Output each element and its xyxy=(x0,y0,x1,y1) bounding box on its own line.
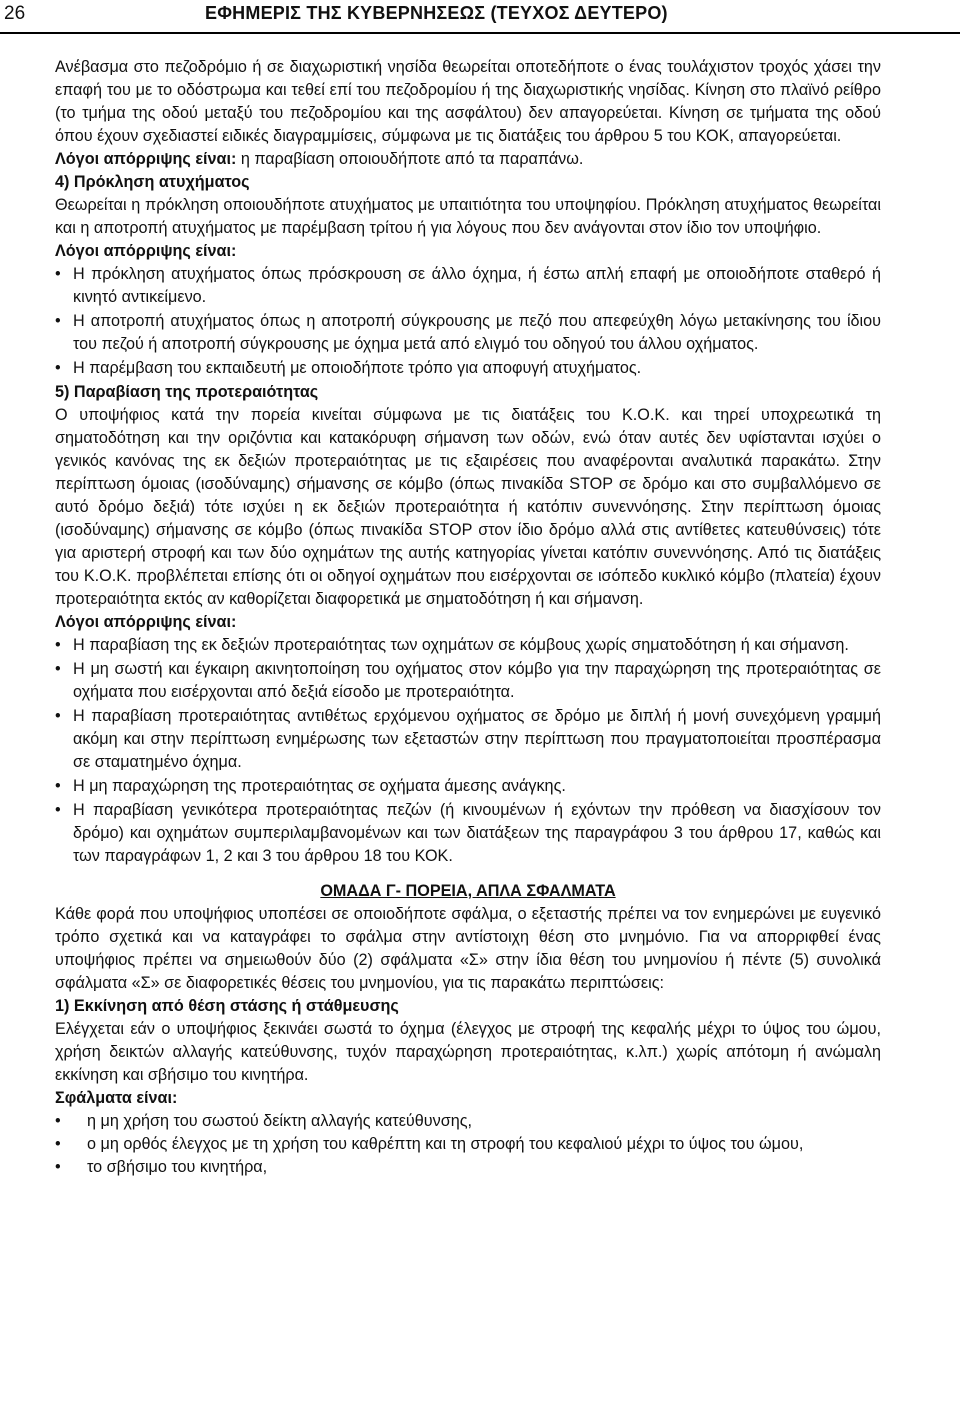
list-item xyxy=(55,1110,881,1133)
list-item xyxy=(55,775,881,798)
paragraph-start: Ελέγχεται εάν ο υποψήφιος ξεκινάει σωστά το όχημα (έλεγχος με στροφή της κεφαλής μέχρι το ύψος του ώμου, χρήση δεικτών αλλαγής κατεύθυνσης, τυχόν παραχώρηση προτεραιότητας, κ.λπ.) χωρίς απότομη ή ανώμαλη εκκίνηση και σβήσιμο του κινητήρα. xyxy=(55,1020,881,1084)
priority-reasons-list xyxy=(55,634,881,868)
start-errors-list xyxy=(55,1110,881,1179)
list-item-text: Η παραβίαση γενικότερα προτεραιότητας πεζών (ή κινουμένων ή εχόντων την πρόθεση να διασχίσουν τον δρόμο) και οχημάτων συμπεριλαμβανομένων και των διατάξεων της παραγράφου 3 του άρθρου 17, καθώς και των παραγράφων 1, 2 και 3 του άρθρου 18 του ΚΟΚ. xyxy=(73,801,881,865)
paragraph-priority: Ο υποψήφιος κατά την πορεία κινείται σύμφωνα με τις διατάξεις του Κ.Ο.Κ. και τηρεί υποχρεωτικά τη σηματοδότηση και την οριζόντια και κατακόρυφη σήμανση των οδών, ενώ όταν αυτές δεν υφίστανται ισχύει ο γενικός κανόνας της εκ δεξιών προτεραιότητας με τις εξαιρέσεις που αναφέρονται αναλυτικά παρακάτω. Στην περίπτωση όμοιας (ισοδύναμης) σήμανσης σε κόμβο (όπως πινακίδα STOP σε δρόμο και στο συμβαλλόμενο σε αυτό δρόμο δεξιά) τότε ισχύει η εκ δεξιών προτεραιότητα ή κατόπιν συνεννόησης. Στην περίπτωση όμοιας (ισοδύναμης) σήμανσης σε κόμβο (όπως πινακίδα STOP στον ίδιο δρόμο αλλά στις αντίθετες κατευθύνσεις) τότε για αριστερή στροφή και των δύο οχημάτων της αυτής κατηγορίας γίνεται κατόπιν συνεννόησης. Από τις διατάξεις του Κ.Ο.Κ. προβλέπεται επίσης ότι οι οδηγοί οχημάτων που εισέρχονται σε ισόπεδο κυκλικό κόμβο (πλατεία) έχουν προτεραιότητα εκτός αν καθορίζεται διαφορετικά με σηματοδότηση ή και σήμανση. xyxy=(55,406,881,608)
list-item xyxy=(55,634,881,657)
bullet-icon: • xyxy=(55,1135,61,1153)
list-item-text: Η αποτροπή ατυχήματος όπως η αποτροπή σύγκρουσης με πεζό που απεφεύχθη λόγω μετακίνησης του ίδιου του πεζού ή αποτροπή σύγκρουσης με όχημα μετά από ελιγμό του οδηγού του άλλου οχήματος. xyxy=(73,312,881,353)
list-item xyxy=(55,799,881,868)
paragraph-accident: Θεωρείται η πρόκληση οποιουδήποτε ατυχήματος με υπαιτιότητα του υποψηφίου. Πρόκληση ατυχήματος θεωρείται και η αποτροπή ατυχήματος με παρέμβαση τρίτου ή για λόγους που δεν ανάγονται στον ίδιο τον υποψήφιο. xyxy=(55,196,881,237)
list-item xyxy=(55,705,881,774)
bullet-icon: • xyxy=(55,801,61,819)
list-item-text: Η παραβίαση της εκ δεξιών προτεραιότητας των οχημάτων σε κόμβους χωρίς σηματοδότηση ή και σήμανση. xyxy=(73,636,849,654)
list-item-text: Η μη σωστή και έγκαιρη ακινητοποίηση του οχήματος στον κόμβο για την παραχώρηση της προτεραιότητας σε οχήματα που εισέρχονται από δεξιά είσοδο με προτεραιότητα. xyxy=(73,660,881,701)
list-item xyxy=(55,1156,881,1179)
bullet-icon: • xyxy=(55,636,61,654)
bullet-icon: • xyxy=(55,1112,61,1130)
bullet-icon: • xyxy=(55,359,61,377)
group-c-title: ΟΜΑΔΑ Γ- ΠΟΡΕΙΑ, ΑΠΛΑ ΣΦΑΛΜΑΤΑ xyxy=(320,882,616,900)
page-number: 26 xyxy=(4,3,26,24)
list-item xyxy=(55,1133,881,1156)
paragraph-group-c-intro: Κάθε φορά που υποψήφιος υποπέσει σε οποιοδήποτε σφάλμα, ο εξεταστής πρέπει να τον ενημερώνει με ευγενικό τρόπο σχετικά και να καταγράφει το σφάλμα στην αντίστοιχη θέση στο μνημόνιο. Για να απορριφθεί ένας υποψήφιος πρέπει να σημειωθούν δύο (2) σφάλματα «Σ» στην ίδια θέση του μνημονίου ή πέντε (5) συνολικά σφάλματα «Σ» σε διαφορετικές θέσεις του μνημονίου, για τις παρακάτω περιπτώσεις: xyxy=(55,905,881,992)
section-heading-priority: 5) Παραβίαση της προτεραιότητας xyxy=(55,383,319,401)
list-item-text: το σβήσιμο του κινητήρα, xyxy=(87,1158,268,1176)
rejection-label: Λόγοι απόρριψης είναι: xyxy=(55,613,237,631)
accident-reasons-list xyxy=(55,263,881,380)
paragraph-curb-mounting: Ανέβασμα στο πεζοδρόμιο ή σε διαχωριστική νησίδα θεωρείται οποτεδήποτε ο ένας τουλάχιστον τροχός χάσει την επαφή του με το οδόστρωμα και τεθεί επί του πεζοδρομίου ή της διαχωριστικής νησίδας. Κίνηση στο πλαϊνό ρείθρο (το τμήμα της οδού μεταξύ του πεζοδρομίου και της ασφάλτου) δεν απαγορεύεται. Κίνηση σε τμήματα της οδού όπου έχουν σχεδιαστεί ειδικές διαγραμμίσεις, σύμφωνα με τις διατάξεις του άρθρου 5 του ΚΟΚ, απαγορεύεται. xyxy=(55,58,881,145)
rejection-reason-line xyxy=(55,148,881,171)
list-item xyxy=(55,263,881,309)
rejection-label: Λόγοι απόρριψης είναι: xyxy=(55,242,237,260)
rejection-label: Λόγοι απόρριψης είναι: xyxy=(55,150,237,168)
bullet-icon: • xyxy=(55,265,61,283)
rejection-text: η παραβίαση οποιουδήποτε από τα παραπάνω. xyxy=(236,150,584,168)
section-heading-start: 1) Εκκίνηση από θέση στάσης ή στάθμευσης xyxy=(55,997,399,1015)
bullet-icon: • xyxy=(55,660,61,678)
bullet-icon: • xyxy=(55,777,61,795)
list-item xyxy=(55,357,881,380)
list-item xyxy=(55,658,881,704)
errors-label: Σφάλματα είναι: xyxy=(55,1089,178,1107)
document-body xyxy=(55,56,881,1179)
bullet-icon: • xyxy=(55,1158,61,1176)
list-item xyxy=(55,310,881,356)
header-rule xyxy=(0,32,960,34)
list-item-text: ο μη ορθός έλεγχος με τη χρήση του καθρέπτη και τη στροφή του κεφαλιού μέχρι το ύψος του ώμου, xyxy=(87,1135,804,1153)
bullet-icon: • xyxy=(55,312,61,330)
page-header xyxy=(0,0,960,34)
gazette-title: ΕΦΗΜΕΡΙΣ ΤΗΣ ΚΥΒΕΡΝΗΣΕΩΣ (ΤΕΥΧΟΣ ΔΕΥΤΕΡΟ) xyxy=(205,3,668,23)
list-item-text: Η παρέμβαση του εκπαιδευτή με οποιοδήποτε τρόπο για αποφυγή ατυχήματος. xyxy=(73,359,642,377)
bullet-icon: • xyxy=(55,707,61,725)
section-heading-accident: 4) Πρόκληση ατυχήματος xyxy=(55,173,250,191)
list-item-text: η μη χρήση του σωστού δείκτη αλλαγής κατεύθυνσης, xyxy=(87,1112,473,1130)
list-item-text: Η παραβίαση προτεραιότητας αντιθέτως ερχόμενου οχήματος σε δρόμο με διπλή ή μονή συνεχόμενη γραμμή ακόμη και στην περίπτωση ενημέρωσης των εξεταστών στην περίπτωση που πραγματοποιείται προσπέρασμα σε σταματημένο όχημα. xyxy=(73,707,881,771)
list-item-text: Η πρόκληση ατυχήματος όπως πρόσκρουση σε άλλο όχημα, ή έστω απλή επαφή με οποιοδήποτε σταθερό ή κινητό αντικείμενο. xyxy=(73,265,881,306)
list-item-text: Η μη παραχώρηση της προτεραιότητας σε οχήματα άμεσης ανάγκης. xyxy=(73,777,566,795)
